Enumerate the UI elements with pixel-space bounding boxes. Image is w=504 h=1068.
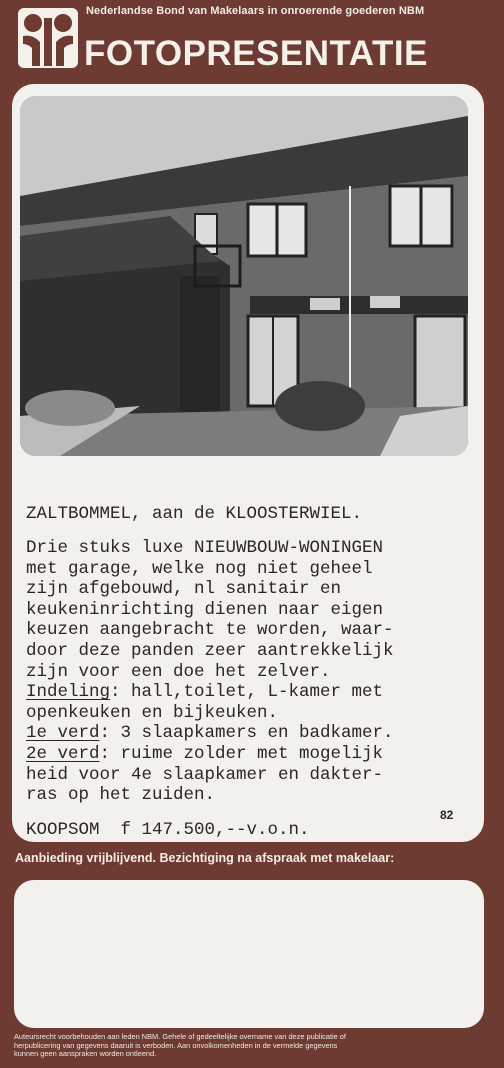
indeling-label: Indeling — [26, 682, 111, 703]
indeling-text: : hall,toilet, L-kamer met — [110, 682, 384, 703]
org-name: Nederlandse Bond van Makelaars in onroerende goederen NBM — [86, 5, 425, 17]
indeling-continued: openkeuken en bijkeuken. — [26, 702, 279, 723]
second-floor-continued: ras op het zuiden. — [26, 785, 216, 806]
description-line: keuzen aangebracht te worden, waar- — [26, 620, 394, 641]
house-photo-image — [20, 96, 468, 456]
page-title: FOTOPRESENTATIE — [84, 34, 428, 73]
listing-description — [26, 538, 394, 806]
second-floor-text: : ruime zolder met mogelijk — [99, 743, 384, 764]
second-floor-label: 2e verd — [26, 743, 100, 764]
nbm-logo-icon — [18, 8, 78, 68]
first-floor-text: : 3 slaapkamers en badkamer. — [99, 723, 394, 744]
description-line: door deze panden zeer aantrekkelijk — [26, 640, 394, 661]
first-floor-label: 1e verd — [26, 723, 100, 744]
price: KOOPSOM f 147.500,--v.o.n. — [26, 820, 310, 840]
description-line: zijn voor een doe het zelver. — [26, 661, 331, 682]
footer-line: Auteursrecht voorbehouden aan leden NBM. Gehele of gedeeltelijke overname van deze publicatie of — [14, 1032, 346, 1041]
footer-line: herpublicering van gegevens daaruit is verboden. Aan onvolkomenheden in de vermelde gegevens — [14, 1040, 338, 1050]
description-line: met garage, welke nog niet geheel — [26, 558, 373, 579]
notes-box — [14, 880, 484, 1028]
second-floor-continued: heid voor 4e slaapkamer en dakter- — [26, 764, 384, 785]
offer-text: Aanbieding vrijblijvend. Bezichtiging na afspraak met makelaar: — [15, 851, 395, 865]
listing-heading: ZALTBOMMEL, aan de KLOOSTERWIEL. — [26, 504, 363, 524]
footer-line: kunnen geen aanspraken worden ontleend. — [14, 1049, 157, 1059]
reference-number: 82 — [440, 808, 454, 822]
description-line: keukeninrichting dienen naar eigen — [26, 599, 384, 620]
description-line: Drie stuks luxe NIEUWBOUW-WONINGEN — [26, 538, 384, 558]
copyright-footer — [14, 1033, 494, 1059]
description-line: zijn afgebouwd, nl sanitair en — [26, 579, 342, 600]
house-photo — [20, 96, 468, 456]
